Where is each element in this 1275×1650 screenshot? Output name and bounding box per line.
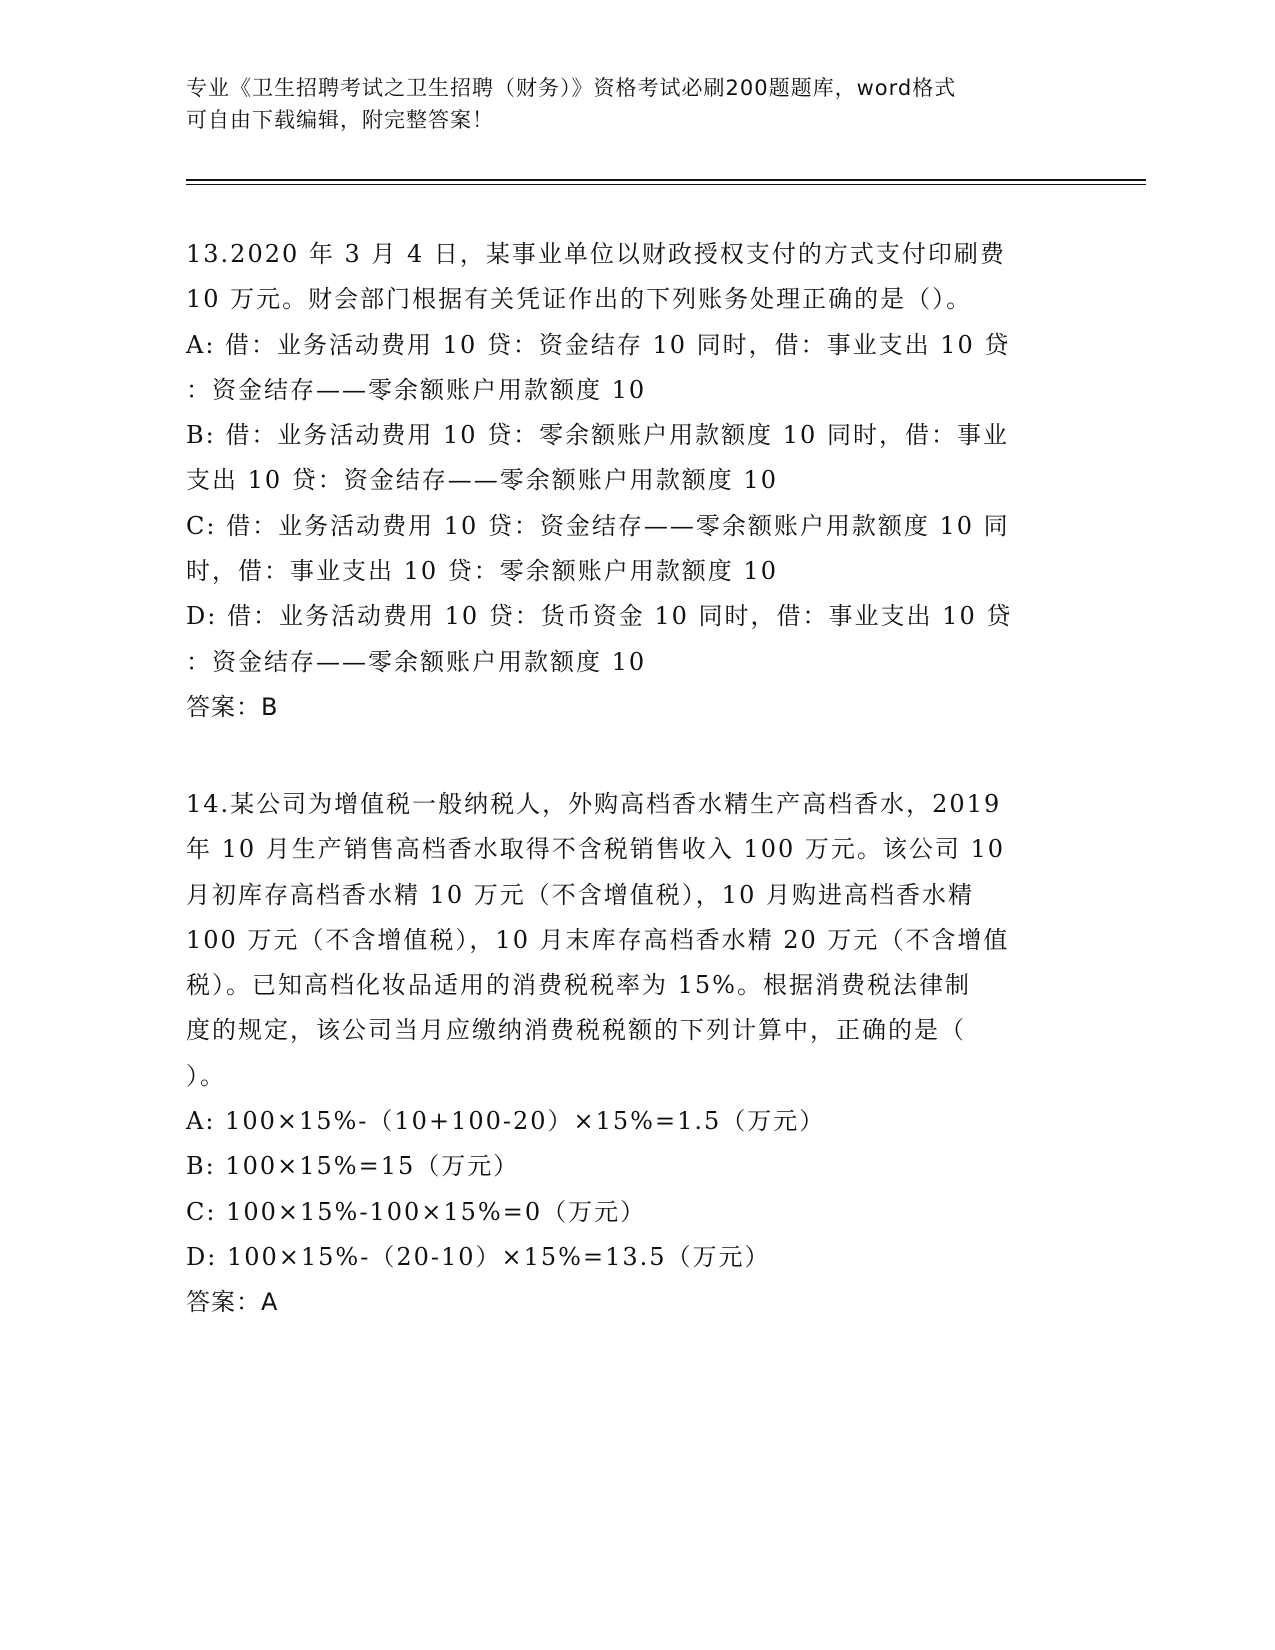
- option-b: B: 100×15%=15（万元）: [186, 1152, 520, 1181]
- header-divider-thick: [186, 179, 1146, 181]
- option-b-cont: 支出 10 贷：资金结存——零余额账户用款额度 10: [186, 466, 778, 495]
- option-c: C: 100×15%-100×15%=0（万元）: [186, 1197, 647, 1226]
- option-c: C: 借：业务活动费用 10 贷：资金结存——零余额账户用款额度 10 同: [186, 511, 1010, 540]
- document-header: [186, 72, 1066, 136]
- option-a: A: 借：业务活动费用 10 贷：资金结存 10 同时，借：事业支出 10 贷: [186, 330, 1011, 359]
- question-line: ）。: [186, 1061, 226, 1090]
- option-d: D: 借：业务活动费用 10 贷：货币资金 10 同时，借：事业支出 10 贷: [186, 602, 1013, 631]
- header-line-2: 可自由下载编辑，附完整答案！: [186, 108, 494, 132]
- header-line-1: 专业《卫生招聘考试之卫生招聘（财务）》资格考试必刷200题题库，word格式: [186, 76, 957, 100]
- answer: 答案：A: [186, 1288, 279, 1317]
- option-c-cont: 时，借：事业支出 10 贷：零余额账户用款额度 10: [186, 557, 778, 586]
- question-line: 月初库存高档香水精 10 万元（不含增值税），10 月购进高档香水精: [186, 880, 974, 909]
- question-line: 年 10 月生产销售高档香水取得不含税销售收入 100 万元。该公司 10: [186, 835, 1006, 864]
- question-line: 税）。已知高档化妆品适用的消费税税率为 15%。根据消费税法律制: [186, 971, 971, 1000]
- question-line: 14.某公司为增值税一般纳税人，外购高档香水精生产高档香水，2019: [186, 790, 1002, 818]
- option-a-cont: ：资金结存——零余额账户用款额度 10: [186, 375, 647, 404]
- option-d: D: 100×15%-（20-10）×15%=13.5（万元）: [186, 1242, 771, 1271]
- option-a: A: 100×15%-（10+100-20）×15%=1.5（万元）: [186, 1107, 826, 1136]
- question-14: [186, 782, 1071, 1326]
- question-line: 10 万元。财会部门根据有关凭证作出的下列账务处理正确的是（）。: [186, 285, 973, 314]
- question-line: 度的规定，该公司当月应缴纳消费税税额的下列计算中，正确的是（: [186, 1016, 966, 1045]
- answer: 答案：B: [186, 692, 279, 721]
- option-d-cont: ：资金结存——零余额账户用款额度 10: [186, 647, 647, 676]
- option-b: B: 借：业务活动费用 10 贷：零余额账户用款额度 10 同时，借：事业: [186, 421, 1009, 450]
- header-divider-thin: [186, 184, 1146, 185]
- question-line: 13.2020 年 3 月 4 日，某事业单位以财政授权支付的方式支付印刷费: [186, 240, 1006, 268]
- question-13: [186, 232, 1071, 730]
- question-line: 100 万元（不含增值税），10 月末库存高档香水精 20 万元（不含增值: [186, 925, 1010, 954]
